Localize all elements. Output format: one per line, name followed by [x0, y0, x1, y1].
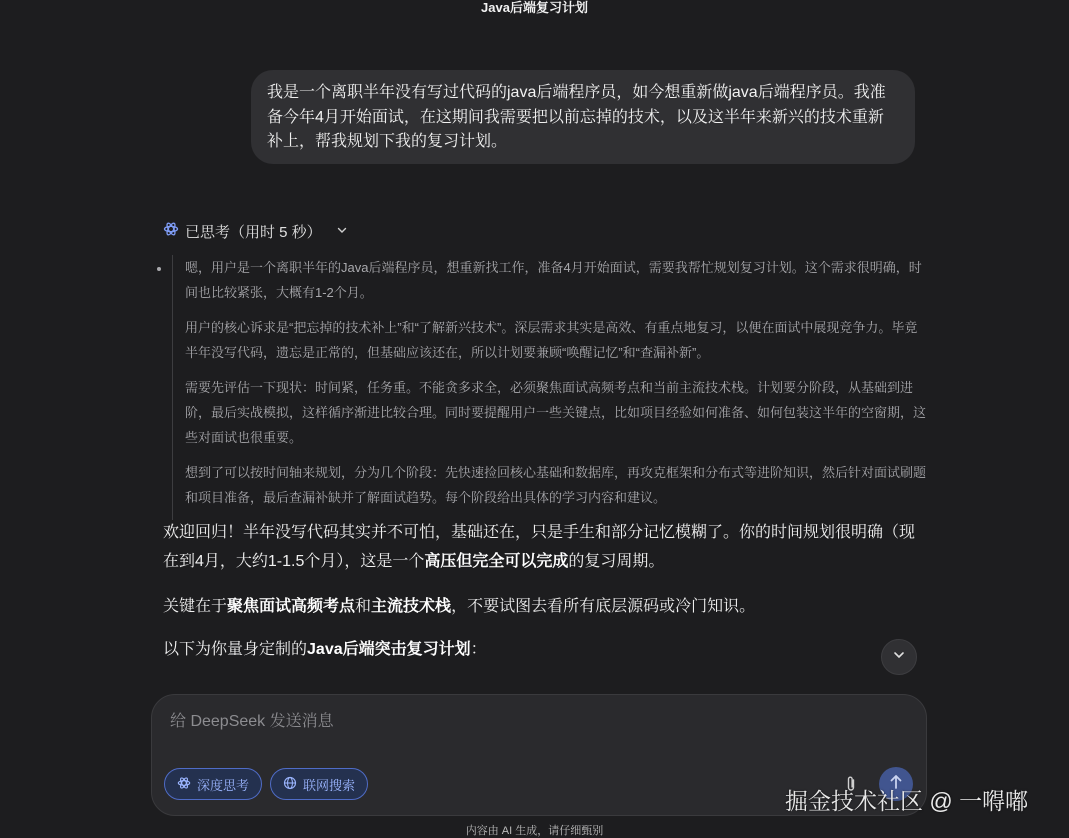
answer-text: ，不要试图去看所有底层源码或冷门知识。 [451, 598, 756, 615]
answer-text: 的复习周期。 [568, 553, 665, 570]
answer-bold-text: 高压但完全可以完成 [424, 553, 569, 570]
window-title: Java后端复习计划 [481, 0, 588, 15]
answer-text: 欢迎回归！半年没写代码其实并不可怕，基础还在，只是手生和部分记忆模糊了。你的时间规划很明确（现在到4月，大约1-1.5个月），这是一个 [163, 524, 916, 570]
answer-paragraph [163, 592, 923, 621]
web-search-label: 联网搜索 [303, 777, 356, 793]
answer-bold-text: 主流技术栈 [371, 598, 452, 615]
answer-paragraph [163, 635, 923, 664]
deep-think-toggle[interactable] [164, 768, 262, 800]
thinking-toggle[interactable] [163, 220, 348, 242]
answer-text: 和 [355, 598, 372, 615]
chevron-down-icon [336, 223, 348, 240]
thinking-paragraph: 需要先评估一下现状：时间紧，任务重。不能贪多求全，必须聚焦面试高频考点和当前主流技术栈。计划要分阶段，从基础到进阶，最后实战模拟，这样循序渐进比较合理。同时要提醒用户一些关键点，比如项目经验如何准备、如何包装这半年的空窗期，这些对面试也很重要。 [185, 380, 927, 445]
bullet-dot [157, 267, 161, 271]
thinking-header-label: 已思考（用时 5 秒） [185, 223, 322, 241]
user-message-bubble: 我是一个离职半年没有写过代码的java后端程序员，如今想重新做java后端程序员。我准备今年4月开始面试，在这期间我需要把以前忘掉的技术，以及这半年来新兴的技术重新补上，帮我规划下我的复习计划。 [251, 70, 915, 164]
thinking-paragraph: 想到了可以按时间轴来规划，分为几个阶段：先快速捡回核心基础和数据库，再攻克框架和分布式等进阶知识，然后针对面试刷题和项目准备，最后查漏补缺并了解面试趋势。每个阶段给出具体的学习内容和建议。 [185, 465, 927, 505]
atom-icon [177, 776, 191, 793]
answer-paragraph [163, 518, 923, 576]
answer-bold-text: 聚焦面试高频考点 [227, 598, 356, 615]
thinking-content [172, 255, 930, 520]
answer-bold-text: Java后端突击复习计划 [307, 641, 471, 658]
web-search-toggle[interactable] [270, 768, 368, 800]
answer-text: ： [470, 641, 487, 658]
answer-text: 以下为你量身定制的 [163, 641, 308, 658]
thinking-paragraph: 用户的核心诉求是“把忘掉的技术补上”和“了解新兴技术”。深层需求其实是高效、有重点地复习，以便在面试中展现竞争力。毕竟半年没写代码，遗忘是正常的，但基础应该还在，所以计划要兼顾“唤醒记忆”和“查漏补新”。 [185, 320, 918, 360]
answer-text: 关键在于 [163, 598, 228, 615]
ai-disclaimer: 内容由 AI 生成，请仔细甄别 [465, 825, 604, 837]
deep-think-label: 深度思考 [197, 777, 250, 793]
message-input[interactable] [168, 709, 872, 735]
globe-icon [283, 776, 297, 793]
watermark: 掘金技术社区 @ 一嘚嘟 [785, 788, 1029, 814]
thinking-icon [163, 221, 179, 241]
scroll-to-bottom-button[interactable] [881, 639, 917, 675]
thinking-paragraph: 嗯，用户是一个离职半年的Java后端程序员，想重新找工作，准备4月开始面试，需要我帮忙规划复习计划。这个需求很明确，时间也比较紧张，大概有1-2个月。 [185, 260, 922, 300]
chevron-down-icon [892, 648, 906, 667]
